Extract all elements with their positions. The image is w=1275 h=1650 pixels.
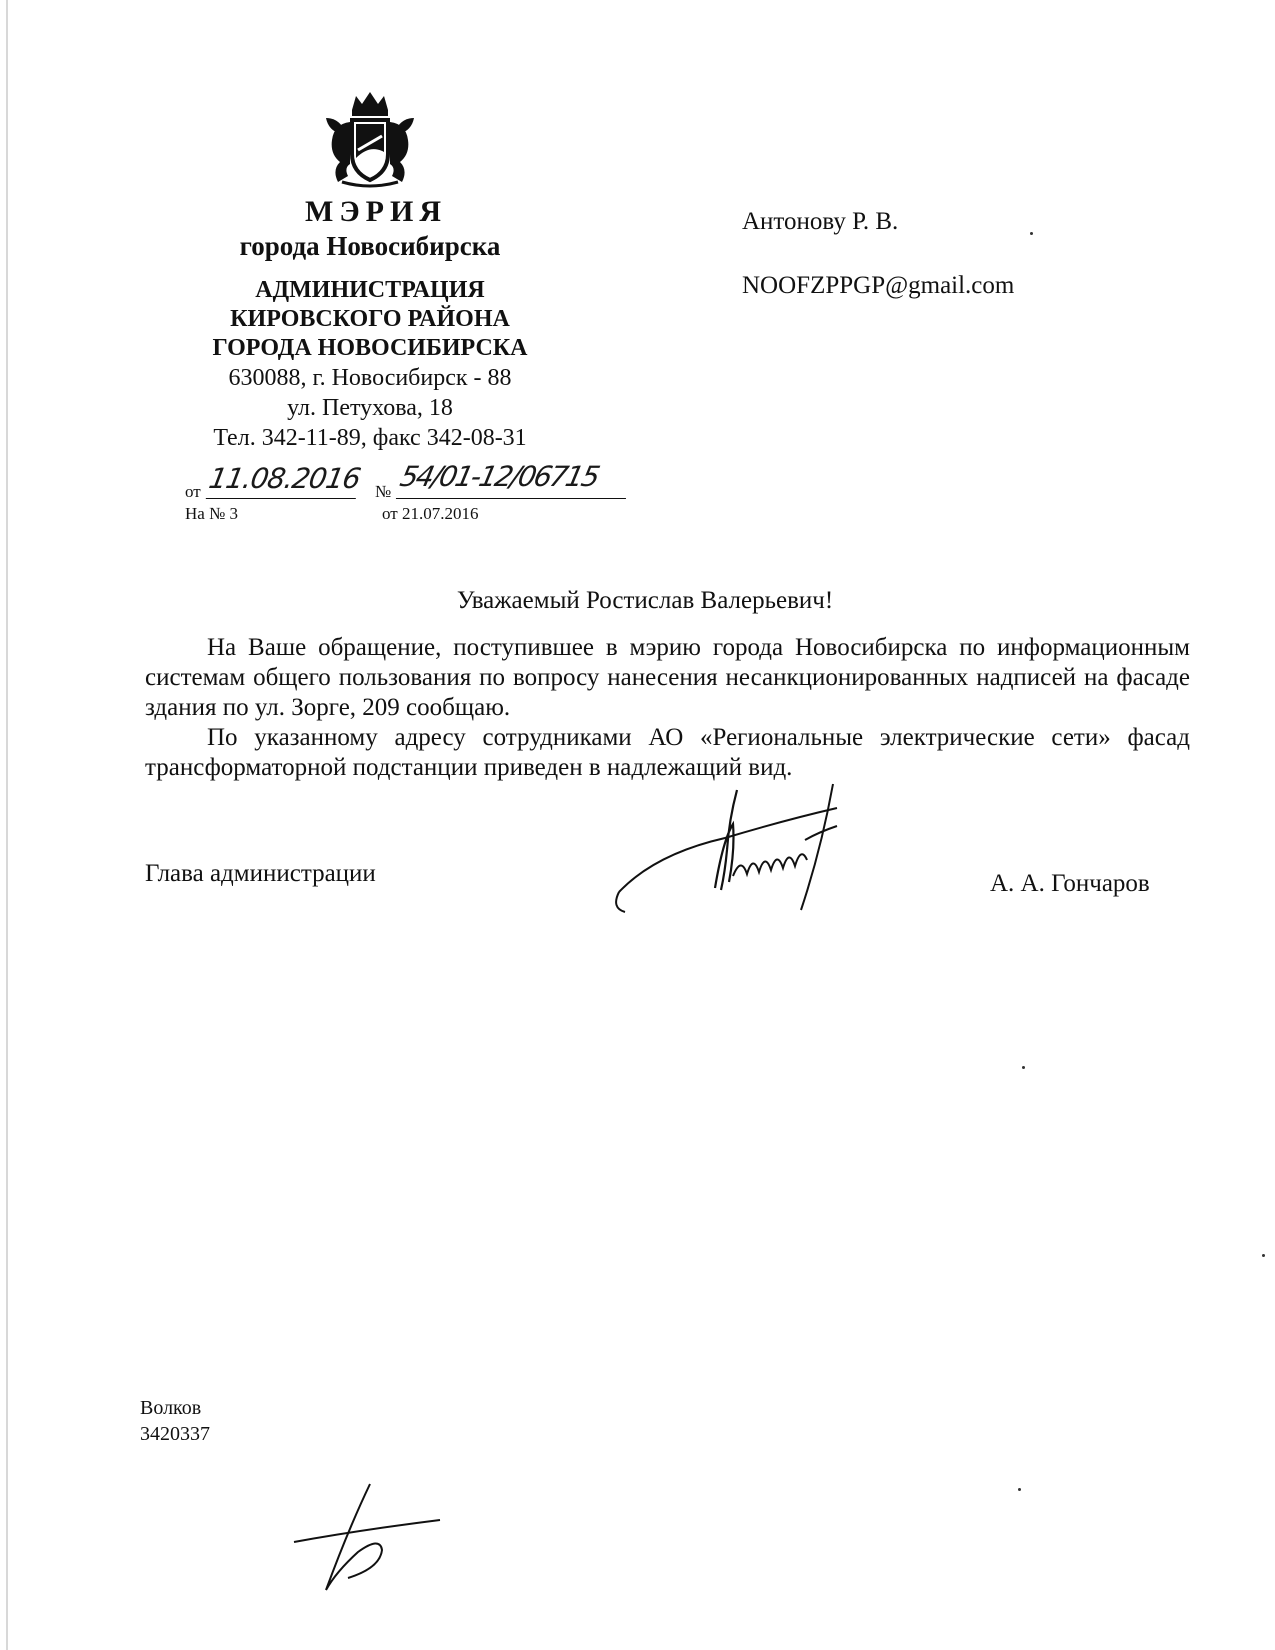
handwritten-initials xyxy=(290,1480,465,1600)
handwritten-signature xyxy=(615,780,875,960)
admin-line: КИРОВСКОГО РАЙОНА xyxy=(230,306,510,332)
address-line: ул. Петухова, 18 xyxy=(287,395,453,421)
scan-speck xyxy=(1030,232,1033,235)
address-line: Тел. 342-11-89, факс 342-08-31 xyxy=(213,425,527,451)
incoming-date: от 21.07.2016 xyxy=(382,504,479,523)
outgoing-date: 11.08.2016 xyxy=(206,462,363,499)
org-city: города Новосибирска xyxy=(239,231,501,261)
reg-from-label: от xyxy=(185,482,201,501)
signatory-name: А. А. Гончаров xyxy=(990,870,1150,897)
address-line: 630088, г. Новосибирск - 88 xyxy=(228,365,512,391)
admin-line: ГОРОДА НОВОСИБИРСКА xyxy=(212,335,528,361)
executor-name: Волков xyxy=(140,1397,202,1419)
salutation: Уважаемый Ростислав Валерьевич! xyxy=(456,587,834,614)
body-paragraph: По указанному адресу сотрудниками АО «Региональные электрические сети» фасад трансформаторной подстанции приведен в надлежащий вид. xyxy=(145,724,1190,781)
admin-line: АДМИНИСТРАЦИЯ xyxy=(255,277,485,303)
letterhead xyxy=(160,88,580,453)
executor-block xyxy=(140,1395,210,1447)
registration-block xyxy=(185,460,645,530)
signatory-position: Глава администрации xyxy=(145,860,376,887)
incoming-number: На № 3 xyxy=(185,504,239,523)
body-paragraph: На Ваше обращение, поступившее в мэрию города Новосибирска по информационным системам общего пользования по вопросу нанесения несанкционированных надписей на фасаде здания по ул. Зорге, 209 сообщаю. xyxy=(145,634,1190,721)
org-name: МЭРИЯ xyxy=(305,195,447,228)
letter-body xyxy=(145,633,1190,783)
addressee-name: Антонову Р. В. xyxy=(742,208,899,235)
executor-phone: 3420337 xyxy=(140,1423,210,1445)
coat-of-arms-icon xyxy=(322,88,418,188)
addressee-email: NOOFZPPGP@gmail.com xyxy=(742,272,1015,299)
scan-speck xyxy=(1262,1254,1265,1257)
scan-speck xyxy=(1018,1488,1021,1491)
scan-speck xyxy=(1022,1066,1025,1069)
outgoing-number: 54/01-12/06715 xyxy=(396,460,634,499)
reg-number-label: № xyxy=(375,482,392,501)
scan-edge xyxy=(6,0,8,1650)
